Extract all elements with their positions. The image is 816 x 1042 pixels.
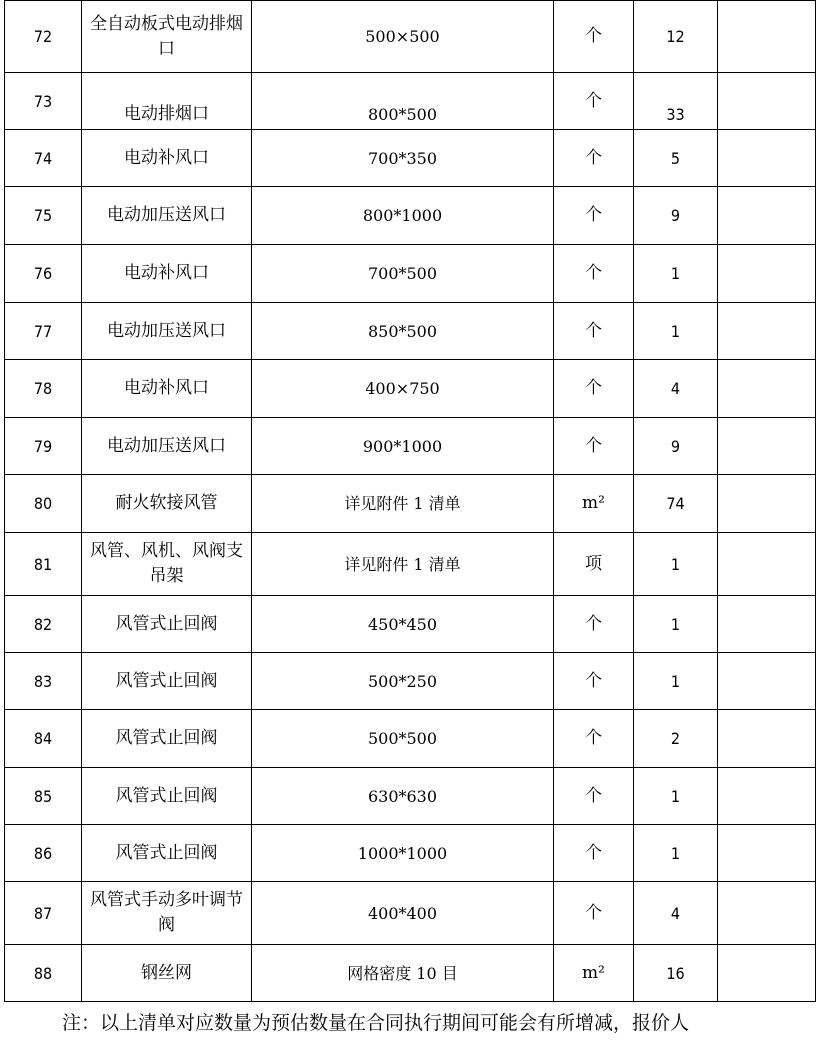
item-unit-cell: 项: [554, 533, 634, 596]
item-spec-cell: 400×750: [252, 360, 554, 418]
item-name-cell: 电动补风口: [82, 360, 252, 418]
row-number-cell: 84: [5, 710, 82, 768]
table-row: [5, 945, 816, 1002]
item-remark-cell: [718, 882, 816, 945]
item-quantity-cell: 1: [634, 245, 718, 303]
item-unit-cell: 个: [554, 882, 634, 945]
item-name-cell: 风管式止回阀: [82, 653, 252, 710]
item-spec-cell: 400*400: [252, 882, 554, 945]
item-remark-cell: [718, 73, 816, 130]
item-spec-cell: 1000*1000: [252, 825, 554, 882]
item-remark-cell: [718, 187, 816, 245]
item-remark-cell: [718, 303, 816, 360]
item-spec-cell: 630*630: [252, 768, 554, 825]
item-unit-cell: 个: [554, 130, 634, 187]
item-name-cell: 电动补风口: [82, 130, 252, 187]
item-spec-cell: 450*450: [252, 596, 554, 653]
row-number-cell: 76: [5, 245, 82, 303]
row-number-cell: 81: [5, 533, 82, 596]
item-unit-cell: 个: [554, 73, 634, 130]
table-row: [5, 882, 816, 945]
table-row: [5, 303, 816, 360]
item-spec-cell: 700*500: [252, 245, 554, 303]
item-quantity-cell: 33: [634, 73, 718, 130]
row-number-cell: 77: [5, 303, 82, 360]
table-row: [5, 533, 816, 596]
item-name-cell: 耐火软接风管: [82, 475, 252, 533]
item-name-cell: 风管、风机、风阀支吊架: [82, 533, 252, 596]
item-remark-cell: [718, 245, 816, 303]
item-name-cell: 电动加压送风口: [82, 187, 252, 245]
row-number-cell: 82: [5, 596, 82, 653]
item-quantity-cell: 4: [634, 360, 718, 418]
item-spec-cell: 800*500: [252, 73, 554, 130]
row-number-cell: 85: [5, 768, 82, 825]
row-number-cell: 74: [5, 130, 82, 187]
item-quantity-cell: 9: [634, 418, 718, 475]
row-number-cell: 75: [5, 187, 82, 245]
row-number-cell: 73: [5, 73, 82, 130]
item-name-cell: 风管式手动多叶调节阀: [82, 882, 252, 945]
item-spec-cell: 700*350: [252, 130, 554, 187]
item-quantity-cell: 1: [634, 596, 718, 653]
table-row: [5, 710, 816, 768]
item-spec-cell: 500*500: [252, 710, 554, 768]
item-name-cell: 风管式止回阀: [82, 768, 252, 825]
item-quantity-cell: 1: [634, 825, 718, 882]
item-unit-cell: 个: [554, 245, 634, 303]
row-number-cell: 83: [5, 653, 82, 710]
item-remark-cell: [718, 768, 816, 825]
item-quantity-cell: 1: [634, 303, 718, 360]
row-number-cell: 78: [5, 360, 82, 418]
item-remark-cell: [718, 710, 816, 768]
item-remark-cell: [718, 360, 816, 418]
item-name-cell: 全自动板式电动排烟口: [82, 1, 252, 73]
equipment-table: [4, 0, 816, 1002]
row-number-cell: 86: [5, 825, 82, 882]
table-row: [5, 73, 816, 130]
item-unit-cell: 个: [554, 768, 634, 825]
item-spec-cell: 500*250: [252, 653, 554, 710]
item-unit-cell: 个: [554, 1, 634, 73]
item-unit-cell: 个: [554, 418, 634, 475]
item-quantity-cell: 9: [634, 187, 718, 245]
item-quantity-cell: 74: [634, 475, 718, 533]
table-row: [5, 825, 816, 882]
footnote: 注：以上清单对应数量为预估数量在合同执行期间可能会有所增减，报价人: [62, 1012, 690, 1034]
item-unit-cell: 个: [554, 187, 634, 245]
item-unit-cell: m²: [554, 475, 634, 533]
item-name-cell: 电动加压送风口: [82, 303, 252, 360]
item-spec-cell: 详见附件 1 清单: [252, 475, 554, 533]
item-unit-cell: 个: [554, 653, 634, 710]
table-row: [5, 596, 816, 653]
row-number-cell: 80: [5, 475, 82, 533]
item-name-cell: 钢丝网: [82, 945, 252, 1002]
item-name-cell: 电动排烟口: [82, 73, 252, 130]
table-row: [5, 418, 816, 475]
item-spec-cell: 网格密度 10 目: [252, 945, 554, 1002]
item-spec-cell: 900*1000: [252, 418, 554, 475]
table-row: [5, 653, 816, 710]
table-row: [5, 360, 816, 418]
item-spec-cell: 800*1000: [252, 187, 554, 245]
item-quantity-cell: 12: [634, 1, 718, 73]
row-number-cell: 72: [5, 1, 82, 73]
item-name-cell: 电动加压送风口: [82, 418, 252, 475]
item-name-cell: 风管式止回阀: [82, 596, 252, 653]
item-unit-cell: m²: [554, 945, 634, 1002]
item-unit-cell: 个: [554, 596, 634, 653]
item-remark-cell: [718, 533, 816, 596]
item-remark-cell: [718, 475, 816, 533]
item-name-cell: 风管式止回阀: [82, 825, 252, 882]
table-row: [5, 475, 816, 533]
item-quantity-cell: 4: [634, 882, 718, 945]
item-quantity-cell: 16: [634, 945, 718, 1002]
item-remark-cell: [718, 596, 816, 653]
item-unit-cell: 个: [554, 825, 634, 882]
table-row: [5, 768, 816, 825]
table-body: [5, 1, 816, 1002]
item-remark-cell: [718, 825, 816, 882]
row-number-cell: 79: [5, 418, 82, 475]
item-remark-cell: [718, 653, 816, 710]
item-unit-cell: 个: [554, 710, 634, 768]
item-spec-cell: 850*500: [252, 303, 554, 360]
item-quantity-cell: 5: [634, 130, 718, 187]
item-unit-cell: 个: [554, 360, 634, 418]
item-remark-cell: [718, 418, 816, 475]
item-unit-cell: 个: [554, 303, 634, 360]
table-row: [5, 1, 816, 73]
item-remark-cell: [718, 1, 816, 73]
item-quantity-cell: 1: [634, 653, 718, 710]
item-quantity-cell: 2: [634, 710, 718, 768]
row-number-cell: 88: [5, 945, 82, 1002]
item-name-cell: 电动补风口: [82, 245, 252, 303]
item-remark-cell: [718, 130, 816, 187]
item-spec-cell: 详见附件 1 清单: [252, 533, 554, 596]
item-name-cell: 风管式止回阀: [82, 710, 252, 768]
item-spec-cell: 500×500: [252, 1, 554, 73]
item-quantity-cell: 1: [634, 768, 718, 825]
table-row: [5, 130, 816, 187]
row-number-cell: 87: [5, 882, 82, 945]
table-row: [5, 187, 816, 245]
table-row: [5, 245, 816, 303]
item-remark-cell: [718, 945, 816, 1002]
item-quantity-cell: 1: [634, 533, 718, 596]
